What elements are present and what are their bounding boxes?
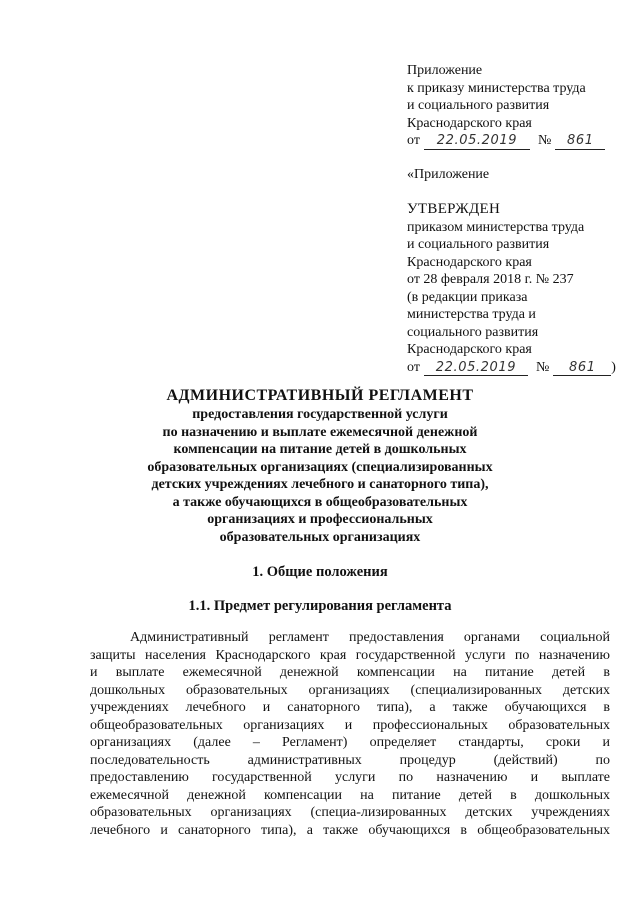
subsection-heading: 1.1. Предмет регулирования регламента (188, 598, 452, 614)
body-line: лечебного и санаторного типа), а также обучающихся в общеобразовательных (90, 822, 610, 838)
date-field (424, 359, 528, 376)
title-line: образовательных организациях (219, 529, 421, 545)
appendix-quote (407, 166, 622, 184)
title-line: по назначению и выплате ежемесячной денежной (162, 424, 478, 440)
number-field (555, 133, 605, 150)
approved-line: и социального развития (407, 237, 550, 252)
body-line: предоставлению государственной услуги по назначению и выплате (90, 770, 610, 785)
approved-line: (в редакции приказа (407, 289, 528, 305)
body-line: и выплате ежемесячной денежной компенсации на питание детей в (90, 665, 610, 680)
handwritten-number: 861 (566, 133, 594, 148)
number-sign: № (535, 359, 550, 375)
body-line: ежемесячной денежной компенсации на питание детей в дошкольных (90, 787, 610, 803)
section-heading: 1. Общие положения (252, 564, 388, 580)
date-field (424, 133, 530, 150)
title-line: организациях и профессиональных (207, 512, 433, 527)
handwritten-date: 22.05.2019 (435, 359, 517, 375)
handwritten-date: 22.05.2019 (436, 133, 518, 148)
title-line: предоставления государственной услуги (192, 407, 448, 422)
closing-paren: ) (611, 359, 616, 375)
appendix-line: Краснодарского края (407, 115, 532, 131)
title-line: а также обучающихся в общеобразовательных (172, 494, 468, 510)
title-line: компенсации на питание детей в дошкольных (173, 442, 467, 457)
approved-line: приказом министерства труда (407, 219, 585, 235)
body-line: защиты населения Краснодарского края государственной услуги по назначению (90, 647, 610, 663)
approved-heading: УТВЕРЖДЕН (407, 201, 501, 217)
handwritten-number: 861 (568, 359, 596, 375)
body-line: организациях (далее – Регламент) определяет стандарты, сроки и (90, 735, 610, 750)
title-line: образовательных организациях (специализированных (147, 459, 493, 475)
appendix-line: к приказу министерства труда (407, 80, 586, 96)
title-main: АДМИНИСТРАТИВНЫЙ РЕГЛАМЕНТ (166, 387, 474, 404)
date-prefix: от (407, 359, 420, 375)
body-line: дошкольных образовательных организациях (специализированных детских (90, 682, 610, 698)
approved-line: Краснодарского края (407, 254, 532, 270)
appendix-quote-text: «Приложение (407, 167, 490, 182)
approved-line: социального развития (407, 324, 539, 340)
appendix-line: Приложение (407, 63, 483, 78)
approved-block (407, 201, 622, 376)
body-line: образовательных организациях (специа-лизированных детских учреждениях (90, 805, 610, 820)
appendix-block (407, 62, 622, 150)
date-prefix: от (407, 133, 420, 148)
number-sign: № (537, 133, 552, 148)
appendix-date-number (407, 132, 622, 150)
number-field (553, 359, 611, 376)
approved-date-number (407, 359, 622, 377)
appendix-line: и социального развития (407, 98, 550, 113)
body-line: последовательность административных процедур (действий) по (90, 752, 610, 768)
body-line: учреждениях лечебного и санаторного типа), а также обучающихся в (90, 700, 610, 715)
body-line: общеобразовательных организациях и профессиональных образовательных (90, 717, 610, 733)
approved-line: Краснодарского края (407, 342, 532, 357)
body-paragraph (90, 629, 610, 839)
body-line: Административный регламент предоставления органами социальной (130, 630, 610, 645)
approved-line: от 28 февраля 2018 г. № 237 (407, 272, 574, 287)
approved-line: министерства труда и (407, 307, 536, 322)
regulation-title (40, 385, 600, 546)
title-line: детских учреждениях лечебного и санаторного типа), (151, 477, 489, 492)
